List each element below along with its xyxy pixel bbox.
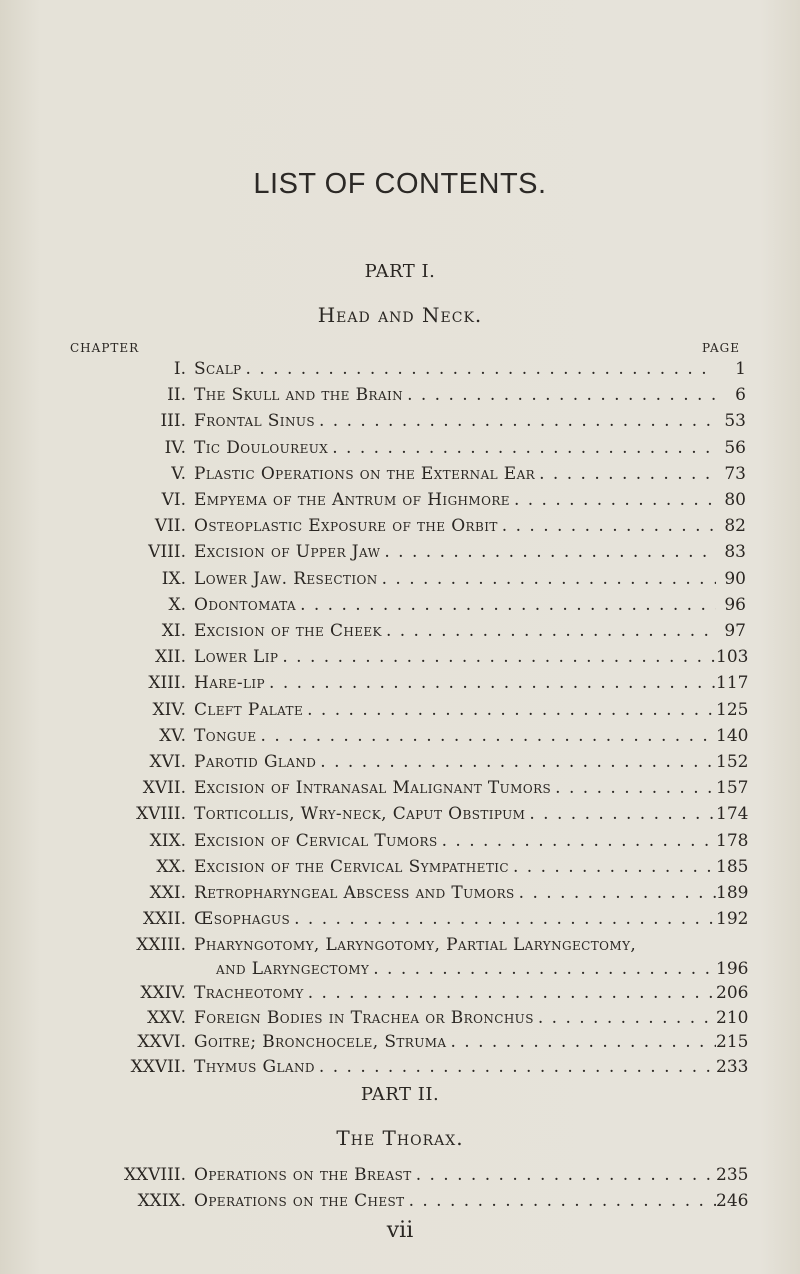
chapter-number: VIII. [148, 542, 186, 563]
chapter-title: Tic Douloureux [194, 437, 329, 458]
toc-entry [0, 621, 800, 645]
toc-entry [0, 516, 800, 540]
leader-dots [307, 700, 716, 720]
leader-dots [386, 621, 716, 641]
chapter-number: XXVI. [137, 1032, 186, 1052]
chapter-number: V. [171, 463, 186, 484]
leader-dots [282, 647, 716, 667]
chapter-number: XXV. [147, 1007, 186, 1028]
leader-dots [384, 542, 716, 562]
toc-entry [0, 804, 800, 828]
chapter-title: Tongue [194, 725, 257, 746]
leader-dots [555, 778, 716, 798]
chapter-number: XVIII. [136, 804, 186, 825]
chapter-title: Parotid Gland [194, 752, 317, 772]
chapter-number: IV. [164, 437, 186, 458]
leader-dots [407, 385, 716, 405]
chapter-number: XIV. [152, 699, 186, 720]
chapter-title: Plastic Operations on the External Ear [194, 463, 536, 484]
chapter-title: Lower Jaw. Resection [194, 568, 378, 589]
page-number: 90 [724, 568, 746, 589]
toc-entry [0, 673, 800, 697]
toc-entry-xxiii-continued [0, 959, 800, 983]
chapter-title: Osteoplastic Exposure of the Orbit [194, 516, 498, 537]
page-number: 53 [724, 411, 746, 432]
chapter-number: XXII. [142, 909, 186, 930]
page-number: 73 [724, 463, 746, 484]
toc-entry [0, 1191, 800, 1215]
page-number: 174 [716, 804, 749, 825]
toc-entry [0, 983, 800, 1007]
page-number: 178 [716, 830, 749, 851]
leader-dots [269, 673, 716, 693]
chapter-title: Frontal Sinus [194, 411, 315, 432]
chapter-number: II. [167, 385, 186, 406]
toc-entry [0, 883, 800, 907]
leader-dots [538, 1008, 716, 1028]
leader-dots [502, 516, 716, 536]
chapter-number: XXIX. [137, 1191, 186, 1211]
chapter-title: Scalp [194, 359, 242, 379]
chapter-number: XXIII. [136, 935, 186, 955]
page-number: 196 [716, 959, 749, 979]
page-number: 56 [724, 437, 746, 458]
page-number: 1 [735, 359, 746, 379]
part-2-section-title: The Thorax. [336, 1126, 464, 1150]
chapter-title: Lower Lip [194, 647, 279, 668]
leader-dots [308, 983, 716, 1003]
part-2-heading: PART II. [360, 1084, 440, 1105]
chapter-number: XVII. [142, 778, 186, 799]
chapter-title: Excision of the Cervical Sympathetic [194, 856, 509, 877]
part-1-heading: PART I. [364, 261, 436, 282]
toc-entry-xxiii [0, 935, 800, 959]
page-column-label: PAGE [702, 341, 740, 355]
chapter-number: XXVIII. [123, 1165, 186, 1185]
chapter-title: Operations on the Breast [194, 1165, 412, 1185]
page-number: 83 [724, 542, 746, 563]
chapter-title: Œsophagus [194, 909, 291, 930]
page-number: 189 [716, 883, 749, 903]
toc-entry [0, 700, 800, 724]
chapter-title: Operations on the Chest [194, 1191, 405, 1211]
page-number: 125 [716, 699, 749, 720]
chapter-number: III. [160, 411, 186, 432]
leader-dots [382, 569, 716, 589]
chapter-number: X. [168, 594, 186, 615]
leader-dots [320, 752, 716, 772]
toc-entry [0, 438, 800, 462]
leader-dots [409, 1191, 716, 1211]
chapter-number: XI. [161, 621, 186, 641]
leader-dots [319, 1057, 716, 1077]
page-number: 185 [716, 856, 749, 877]
chapter-title: Goitre; Bronchocele, Struma [194, 1032, 447, 1052]
leader-dots [332, 438, 716, 458]
leader-dots [319, 411, 716, 431]
chapter-title: Torticollis, Wry-neck, Caput Obstipum [194, 804, 526, 825]
page-number: 235 [716, 1165, 749, 1185]
toc-entry [0, 1032, 800, 1056]
toc-entry [0, 1165, 800, 1189]
chapter-number: I. [173, 359, 186, 379]
leader-dots [529, 804, 716, 824]
chapter-number: XIII. [148, 673, 186, 694]
page-number: 117 [716, 673, 749, 694]
leader-dots [514, 490, 716, 510]
chapter-title: Hare-lip [194, 673, 266, 694]
toc-entry [0, 726, 800, 750]
toc-entry [0, 752, 800, 776]
page-number: 103 [716, 647, 749, 668]
chapter-number: XXIV. [140, 983, 186, 1003]
leader-dots [416, 1165, 716, 1185]
chapter-title: Excision of Upper Jaw [194, 542, 381, 563]
chapter-title: Empyema of the Antrum of Highmore [194, 490, 510, 510]
part-1-section-title: Head and Neck. [317, 303, 483, 327]
chapter-title: Pharyngotomy, Laryngotomy, Partial Laryngectomy, [194, 935, 637, 955]
chapter-title: The Skull and the Brain [194, 385, 404, 406]
chapter-title: Excision of the Cheek [194, 621, 382, 641]
toc-entry [0, 385, 800, 409]
toc-entry [0, 569, 800, 593]
chapter-number: XVI. [149, 752, 186, 772]
toc-entry [0, 1057, 800, 1081]
chapter-number: XV. [159, 725, 186, 746]
leader-dots [519, 883, 716, 903]
chapter-number: XXI. [149, 883, 186, 903]
chapter-number: XIX. [149, 830, 186, 851]
leader-dots [261, 726, 716, 746]
chapter-title: Odontomata [194, 594, 297, 615]
page-folio: vii [386, 1218, 414, 1243]
page-number: 246 [716, 1191, 749, 1211]
toc-entry [0, 542, 800, 566]
toc-entry [0, 595, 800, 619]
page-number: 80 [724, 490, 746, 510]
page-number: 96 [724, 594, 746, 615]
page-number: 215 [716, 1032, 749, 1052]
page-number: 82 [724, 516, 746, 537]
toc-entry [0, 359, 800, 383]
page-number: 97 [724, 621, 746, 641]
chapter-number: IX. [161, 568, 186, 589]
leader-dots [539, 464, 716, 484]
toc-entry [0, 647, 800, 671]
leader-dots [300, 595, 716, 615]
chapter-title: Cleft Palate [194, 699, 304, 720]
leader-dots [246, 359, 716, 379]
chapter-title: Excision of Intranasal Malignant Tumors [194, 778, 552, 799]
page-number: 140 [716, 725, 749, 746]
toc-entry [0, 464, 800, 488]
page-title: LIST OF CONTENTS. [253, 168, 547, 200]
toc-entry [0, 831, 800, 855]
toc-entry [0, 490, 800, 514]
chapter-title: Tracheotomy [194, 983, 304, 1003]
toc-entry [0, 909, 800, 933]
leader-dots [294, 909, 716, 929]
chapter-number: XII. [155, 647, 186, 668]
chapter-title: Retropharyngeal Abscess and Tumors [194, 883, 515, 903]
chapter-column-label: CHAPTER [70, 341, 140, 355]
chapter-title: Foreign Bodies in Trachea or Bronchus [194, 1007, 534, 1028]
toc-entry [0, 857, 800, 881]
chapter-title: Excision of Cervical Tumors [194, 830, 438, 851]
leader-dots [450, 1032, 716, 1052]
page-number: 157 [716, 778, 749, 799]
chapter-number: XX. [156, 856, 186, 877]
chapter-title: Thymus Gland [194, 1056, 315, 1077]
page-number: 6 [735, 385, 746, 406]
chapter-number: VI. [161, 490, 186, 510]
chapter-number: XXVII. [130, 1056, 186, 1077]
toc-entry [0, 778, 800, 802]
toc-entry [0, 411, 800, 435]
leader-dots [442, 831, 716, 851]
page-number: 192 [716, 909, 749, 930]
leader-dots [373, 959, 716, 979]
page-number: 206 [716, 983, 749, 1003]
page-number: 233 [716, 1056, 749, 1077]
page-number: 152 [716, 752, 749, 772]
leader-dots [513, 857, 716, 877]
toc-entry [0, 1008, 800, 1032]
page-number: 210 [716, 1007, 749, 1028]
chapter-number: VII. [154, 516, 186, 537]
chapter-title-continued: and Laryngectomy [216, 959, 370, 979]
